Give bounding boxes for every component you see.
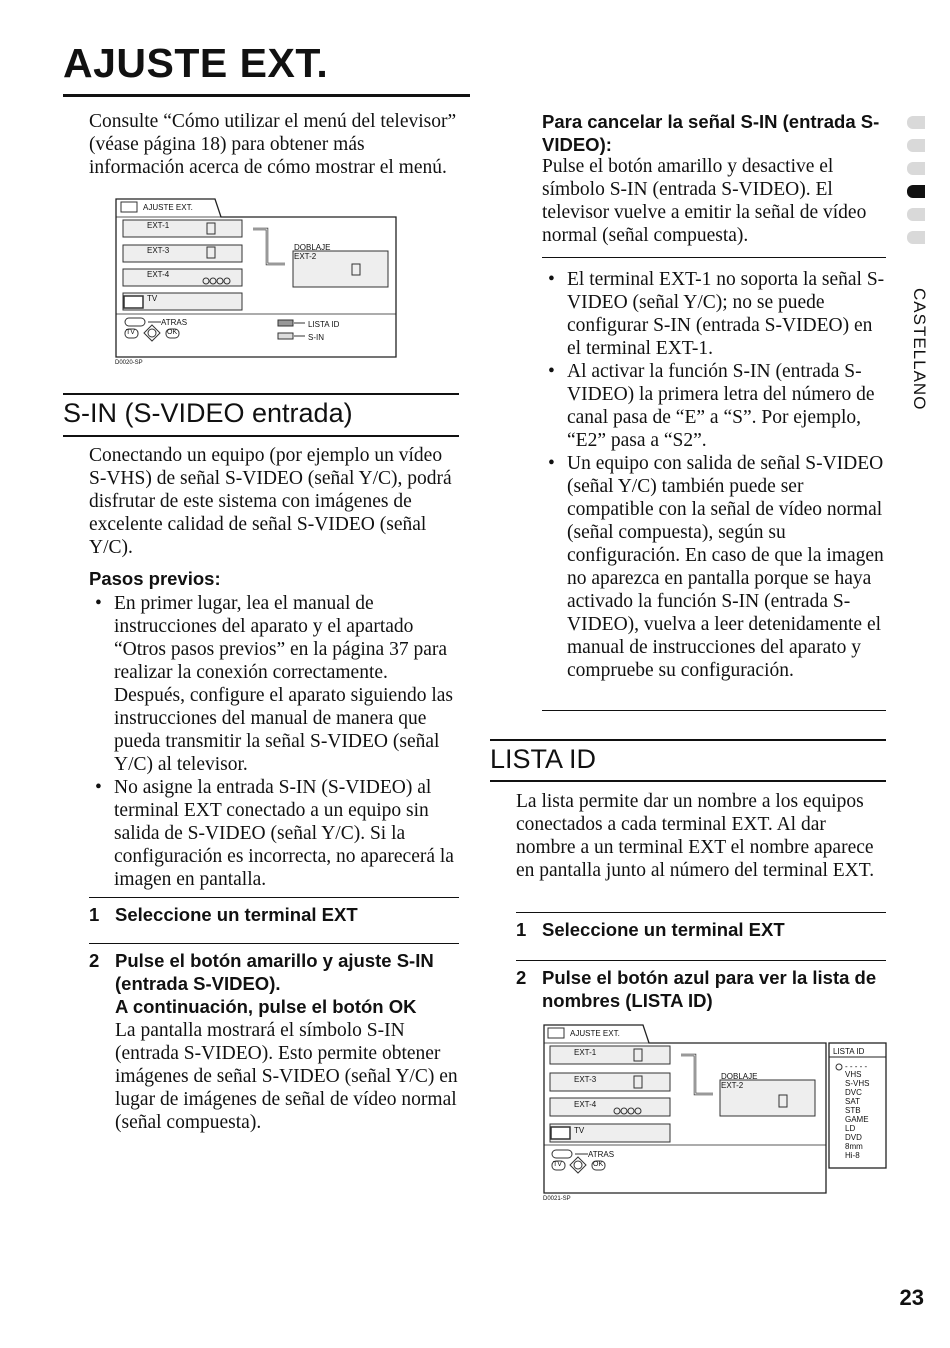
sin-paragraph: Conectando un equipo (por ejemplo un vídeo S-VHS) de señal S-VIDEO (señal Y/C), podrá disfrutar de este sistema con imágenes de excelente calidad de señal S-VIDEO (señal Y/C). [89,445,452,558]
note-rule [542,257,886,258]
list-item: 8mm [845,1142,863,1151]
diagram-item: EXT-1 [147,221,170,230]
list-item: Hi-8 [845,1151,860,1160]
list-item: • En primer lugar, lea el manual de instrucciones del aparato y el apartado “Otros pasos previos” en la página 37 para realizar la conexión correctamente. Después, configure el aparato siguiendo las instrucciones del manual de manera que pueda transmitir la señal S-VIDEO (señal Y/C) al televisor. [89,592,459,776]
section-heading-sin: S-IN (S-VIDEO entrada) [63,398,353,428]
step-rule [89,943,459,944]
section-tab [907,208,925,221]
step-text: Seleccione un terminal EXT [115,904,358,925]
cancel-heading: Para cancelar la señal S-IN (entrada S-VIDEO): [542,111,880,155]
menu-diagram-1 [115,196,397,358]
diagram-dub-label: DOBLAJE [721,1072,758,1081]
list-item: STB [845,1106,861,1115]
pasos-previos-heading: Pasos previos: [89,568,221,589]
diagram-tv: TV [553,1161,562,1168]
title-rule [63,94,470,97]
diagram-item: EXT-4 [147,270,170,279]
step-number: 2 [516,967,527,988]
step-rule [89,897,459,898]
diagram-item: EXT-3 [574,1075,597,1084]
list-item: • Un equipo con salida de señal S-VIDEO (señal Y/C) también puede ser compatible con la señal de vídeo normal (señal compuesta), según su configuración. En caso de que la imagen no aparezca en pantalla porque se haya activado la función S-IN (entrada S-VIDEO), vuelva a leer detenidamente el manual de instrucciones del aparato y compruebe su configuración. [542,452,886,682]
diagram-dub-value: EXT-2 [721,1081,744,1090]
section-tabs [907,116,925,254]
diagram-code: D0020-SP [115,360,143,366]
step-rule [516,960,886,961]
diagram-header: AJUSTE EXT. [143,203,193,212]
diagram-dub-label: DOBLAJE [294,243,331,252]
list-item: LD [845,1124,856,1133]
step-text: Pulse el botón azul para ver la lista de nombres (LISTA ID) [542,967,877,1011]
list-item: GAME [845,1115,869,1124]
step-number: 1 [516,919,527,940]
step-number: 2 [89,950,100,971]
list-item: DVC [845,1088,862,1097]
section-tab [907,116,925,129]
list-item: SAT [845,1097,860,1106]
diagram-ok: OK [593,1161,604,1168]
diagram-header: AJUSTE EXT. [570,1029,620,1038]
diagram-back: ATRAS [161,318,188,327]
section-tab-active [907,185,925,198]
diagram-item: EXT-3 [147,246,170,255]
section-tab [907,162,925,175]
lista-paragraph: La lista permite dar un nombre a los equipos conectados a cada terminal EXT. Al dar nombre a un terminal EXT el nombre aparece en pantalla junto al número del terminal EXT. [516,791,875,881]
language-label: CASTELLANO [910,288,929,411]
cancel-notes [542,268,886,682]
cancel-text: Pulse el botón amarillo y desactive el símbolo S-IN (entrada S-VIDEO). El televisor vuelve a emitir la señal de vídeo normal (señal compuesta). [542,156,867,246]
diagram-dub-value: EXT-2 [294,252,317,261]
pasos-previos-list [89,592,459,891]
lista-id-blank: - - - - - [845,1062,868,1071]
section-tab [907,139,925,152]
step-number: 1 [89,904,100,925]
diagram-legend: S-IN [308,333,324,342]
note-rule [542,710,886,711]
list-item: • No asigne la entrada S-IN (S-VIDEO) al terminal EXT conectado a un equipo sin salida de S-VIDEO (señal Y/C). Si la configuración es incorrecta, no aparecerá la imagen en pantalla. [89,776,459,891]
diagram-back: ATRAS [588,1150,615,1159]
step-text: A continuación, pulse el botón OK [115,996,417,1017]
section-rule [490,739,886,741]
list-item: S-VHS [845,1079,870,1088]
step-rule [516,912,886,913]
section-rule [63,435,459,437]
section-rule [490,780,886,782]
lista-id-options [845,1070,869,1160]
list-item: • Al activar la función S-IN (entrada S-VIDEO) la primera letra del número de canal pasa de “E” a “S”. Por ejemplo, “E2” pasa a “S2”. [542,360,886,452]
diagram-item: TV [574,1126,585,1135]
intro-text: Consulte “Cómo utilizar el menú del televisor” (véase página 18) para obtener más información acerca de cómo mostrar el menú. [89,111,457,178]
list-item: DVD [845,1133,862,1142]
diagram-item: EXT-4 [574,1100,597,1109]
sin-step-2-text: La pantalla mostrará el símbolo S-IN (entrada S-VIDEO). Esto permite obtener imágenes de señal S-VIDEO (señal Y/C) en lugar de imágenes de señal de vídeo normal (señal compuesta). [115,1020,458,1133]
lista-step-1 [516,918,886,941]
diagram-ok: OK [167,329,178,336]
diagram-tv: TV [126,329,135,336]
menu-diagram-2 [543,1022,888,1194]
diagram-legend: LISTA ID [308,320,340,329]
diagram-item: TV [147,294,158,303]
lista-step-2 [516,966,886,1012]
lista-id-title: LISTA ID [833,1047,865,1056]
diagram-item: EXT-1 [574,1048,597,1057]
step-text: Pulse el botón amarillo y ajuste S-IN (entrada S-VIDEO). [115,950,434,994]
list-item: • El terminal EXT-1 no soporta la señal S-VIDEO (señal Y/C); no se puede configurar S-IN (entrada S-VIDEO) en el terminal EXT-1. [542,268,886,360]
section-heading-lista: LISTA ID [490,744,597,774]
sin-step-2 [89,949,459,1018]
list-item: VHS [845,1070,862,1079]
step-text: Seleccione un terminal EXT [542,919,785,940]
section-tab [907,231,925,244]
section-rule [63,393,459,395]
diagram-code: D0021-SP [543,1196,571,1202]
sin-step-1 [89,903,459,926]
page-title: AJUSTE EXT. [63,40,329,86]
page-number: 23 [899,1285,924,1310]
